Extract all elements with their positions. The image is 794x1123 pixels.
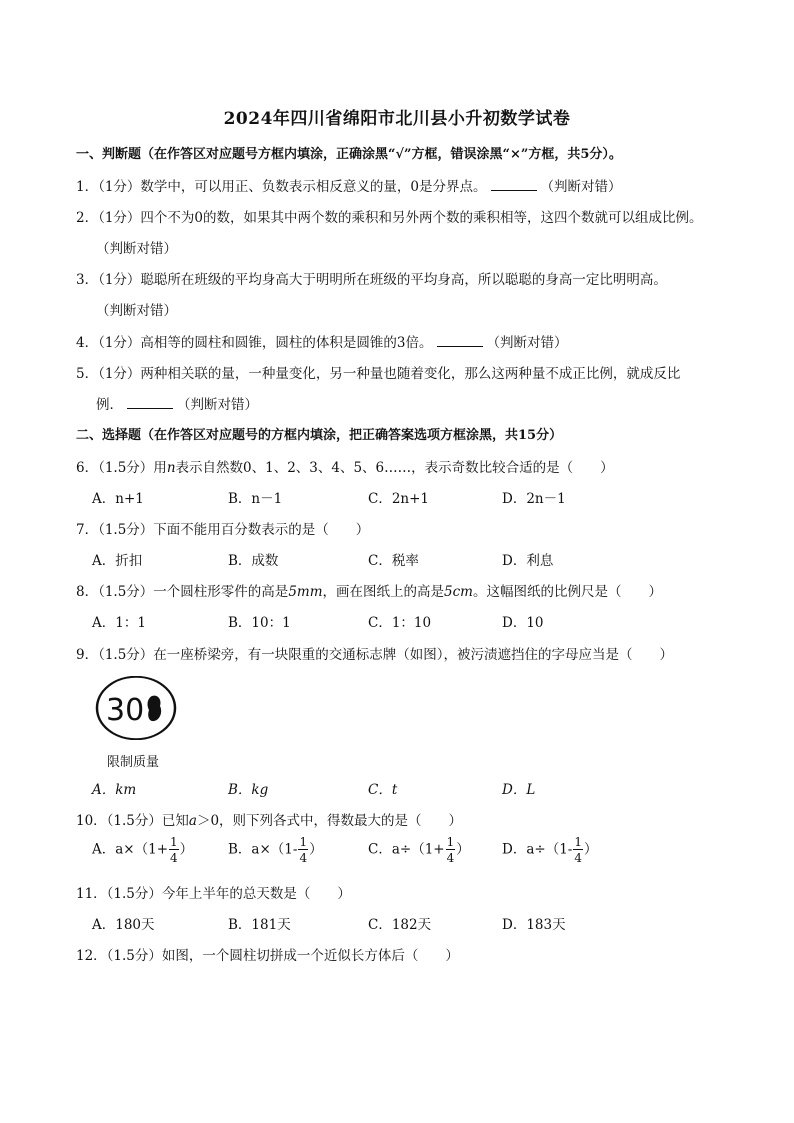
option-d: D．L xyxy=(502,782,536,798)
close-paren: ） xyxy=(583,841,598,858)
answer-blank xyxy=(127,396,173,409)
fraction-denominator: 4 xyxy=(170,851,178,865)
question-8-mid: ，画在图纸上的高是 xyxy=(322,584,445,600)
sign-number: 30 xyxy=(106,693,145,728)
close-paren: ） xyxy=(456,841,470,858)
fraction-denominator: 4 xyxy=(299,851,308,865)
fraction-numerator: 1 xyxy=(446,835,455,849)
question-8-value-2: 5cm xyxy=(444,584,473,600)
section1-heading: 一、判断题（在作答区对应题号方框内填涂，正确涂黑“√”方框，错误涂黑“×”方框，共5分）。 xyxy=(76,147,622,162)
question-7-options xyxy=(92,549,732,571)
fraction-denominator: 4 xyxy=(574,851,582,865)
option-c: C．税率 xyxy=(368,553,419,569)
question-7-text: 7．（1.5分）下面不能用百分数表示的是（ ） xyxy=(76,522,370,538)
question-9-text: 9．（1.5分）在一座桥梁旁，有一块限重的交通标志牌（如图），被污渍遮挡住的字母应当是（ ） xyxy=(76,647,674,663)
question-2-suffix: （判断对错） xyxy=(96,241,177,257)
question-4-text: 4．（1分）高相等的圆柱和圆锥，圆柱的体积是圆锥的3倍。 xyxy=(76,335,433,351)
option-a xyxy=(92,836,193,864)
question-9-options xyxy=(92,778,732,800)
option-c-label: C． xyxy=(368,841,392,858)
question-1-suffix: （判断对错） xyxy=(540,179,622,195)
option-a-label: A． xyxy=(92,841,116,858)
option-b-label: B． xyxy=(228,841,252,858)
option-b: B．10：1 xyxy=(228,615,291,631)
option-d xyxy=(502,836,597,864)
option-c: C．t xyxy=(368,782,398,798)
fraction xyxy=(169,836,179,864)
question-5-suffix: （判断对错） xyxy=(177,397,258,413)
question-1-text: 1．（1分）数学中，可以用正、负数表示相反意义的量，0是分界点。 xyxy=(76,179,487,195)
question-11-options xyxy=(92,913,732,935)
option-d-expr: a÷（1- xyxy=(526,841,573,858)
question-1 xyxy=(76,175,622,195)
option-c: C．2n+1 xyxy=(368,491,430,507)
option-c: C．1：10 xyxy=(368,615,432,631)
option-c-expr: a÷（1+ xyxy=(391,841,445,858)
option-a: A．1：1 xyxy=(92,615,146,631)
sign-caption: 限制质量 xyxy=(107,755,160,770)
fraction xyxy=(298,836,308,864)
question-8-post: 。这幅图纸的比例尺是（ ） xyxy=(472,584,662,600)
question-10-options xyxy=(92,836,732,870)
question-10-pre: 10．（1.5分）已知 xyxy=(76,813,189,829)
question-6-var: n xyxy=(166,460,176,476)
question-8-pre: 8．（1.5分）一个圆柱形零件的高是 xyxy=(76,584,289,600)
option-d: D．183天 xyxy=(502,917,566,933)
option-b-expr: a×（1- xyxy=(251,841,298,858)
option-b xyxy=(228,836,323,864)
option-b: B．kg xyxy=(228,782,269,798)
answer-blank xyxy=(437,334,483,347)
option-b: B．181天 xyxy=(228,917,291,933)
option-a-expr: a×（1+ xyxy=(115,841,169,858)
answer-blank xyxy=(491,178,537,191)
question-11-text: 11．（1.5分）今年上半年的总天数是（ ） xyxy=(76,886,351,902)
section2-heading: 二、选择题（在作答区对应题号的方框内填涂，把正确答案选项方框涂黑，共15分） xyxy=(76,428,563,443)
option-b: B．成数 xyxy=(228,553,279,569)
fraction-numerator: 1 xyxy=(299,835,308,849)
question-2-text: 2．（1分）四个不为0的数，如果其中两个数的乘积和另外两个数的乘积相等，这四个数就可以组成比例。 xyxy=(76,210,703,226)
close-paren: ） xyxy=(179,841,194,858)
option-d-label: D． xyxy=(502,841,527,858)
option-a: A．km xyxy=(92,782,137,798)
page-title: 2024年四川省绵阳市北川县小升初数学试卷 xyxy=(223,109,571,129)
question-8-options xyxy=(92,611,732,633)
question-5-continuation xyxy=(96,393,258,413)
weight-limit-sign xyxy=(94,676,178,740)
question-10-post: ＞0，则下列各式中，得数最大的是（ ） xyxy=(196,813,463,829)
question-6-options xyxy=(92,487,732,509)
option-c: C．182天 xyxy=(368,917,432,933)
question-12-text: 12．（1.5分）如图，一个圆柱切拼成一个近似长方体后（ ） xyxy=(76,948,459,964)
option-b: B．n－1 xyxy=(228,491,283,507)
question-3-suffix: （判断对错） xyxy=(96,303,177,319)
option-a: A．n+1 xyxy=(92,491,144,507)
question-4-suffix: （判断对错） xyxy=(486,335,568,351)
fraction xyxy=(446,836,456,864)
question-10-var: a xyxy=(188,813,197,829)
question-10 xyxy=(76,809,462,829)
question-6-pre: 6．（1.5分）用 xyxy=(76,460,167,476)
option-d: D．2n－1 xyxy=(502,491,566,507)
option-a: A．折扣 xyxy=(92,553,143,569)
stain-blot-icon xyxy=(148,696,162,722)
option-c xyxy=(368,836,470,864)
question-8-value-1: 5mm xyxy=(288,584,323,600)
fraction xyxy=(573,836,583,864)
question-5-cont-prefix: 例． xyxy=(96,397,123,413)
option-d: D．10 xyxy=(502,615,544,631)
option-a: A．180天 xyxy=(92,917,155,933)
question-3-text: 3．（1分）聪聪所在班级的平均身高大于明明所在班级的平均身高，所以聪聪的身高一定比明明高。 xyxy=(76,272,667,288)
fraction-numerator: 1 xyxy=(170,835,178,849)
question-6-post: 表示自然数0、1、2、3、4、5、6……，表示奇数比较合适的是（ ） xyxy=(175,460,614,476)
question-6 xyxy=(76,456,614,476)
fraction-denominator: 4 xyxy=(446,851,455,865)
question-5-text: 5．（1分）两种相关联的量，一种量变化，另一种量也随着变化，那么这两种量不成正比例，就成反比 xyxy=(76,366,681,382)
question-4 xyxy=(76,331,568,351)
option-d: D．利息 xyxy=(502,553,554,569)
close-paren: ） xyxy=(309,841,323,858)
question-8 xyxy=(76,580,662,600)
fraction-numerator: 1 xyxy=(574,835,582,849)
